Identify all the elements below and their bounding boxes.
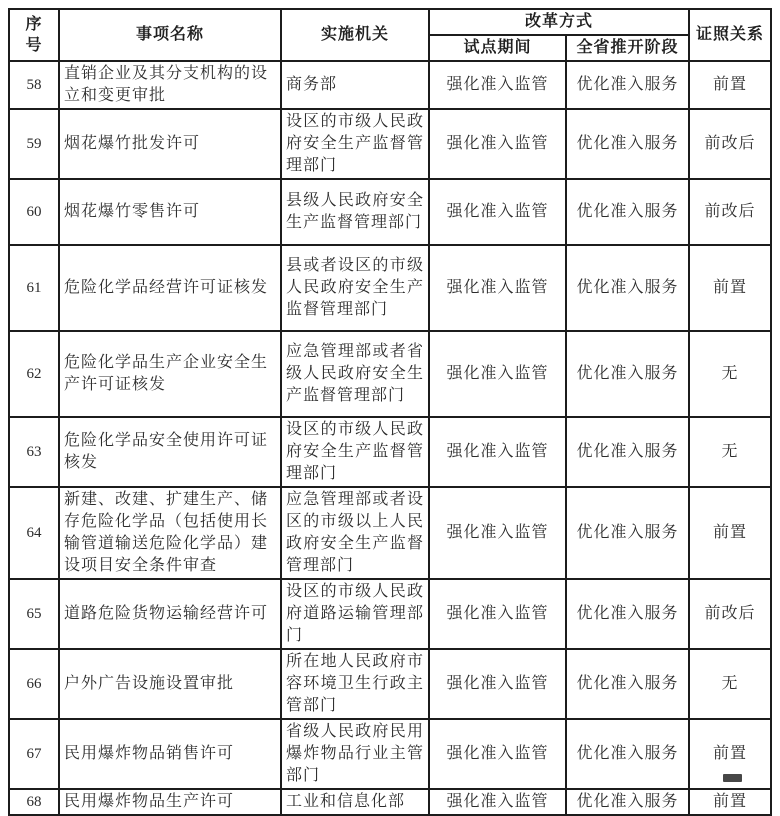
cell-serial: 61 [9, 245, 59, 331]
header-agency: 实施机关 [281, 9, 429, 61]
cell-agency: 工业和信息化部 [281, 789, 429, 815]
cell-item-name: 危险化学品经营许可证核发 [59, 245, 281, 331]
cell-pilot: 强化准入监管 [429, 719, 566, 789]
cell-agency: 设区的市级人民政府安全生产监督管理部门 [281, 109, 429, 179]
cell-province: 优化准入服务 [566, 245, 689, 331]
table-row [9, 245, 771, 331]
scan-ink-smudge [723, 774, 742, 782]
cell-item-name: 直销企业及其分支机构的设立和变更审批 [59, 61, 281, 109]
cell-pilot: 强化准入监管 [429, 579, 566, 649]
table-row [9, 649, 771, 719]
cell-license: 前改后 [689, 579, 771, 649]
cell-province: 优化准入服务 [566, 789, 689, 815]
cell-item-name: 道路危险货物运输经营许可 [59, 579, 281, 649]
cell-agency: 所在地人民政府市容环境卫生行政主管部门 [281, 649, 429, 719]
table-row [9, 179, 771, 245]
cell-license: 无 [689, 331, 771, 417]
cell-license: 前置 [689, 245, 771, 331]
header-item-name: 事项名称 [59, 9, 281, 61]
header-province-stage: 全省推开阶段 [566, 35, 689, 61]
cell-pilot: 强化准入监管 [429, 179, 566, 245]
table-row [9, 487, 771, 579]
table-row [9, 331, 771, 417]
table-row [9, 719, 771, 789]
cell-serial: 67 [9, 719, 59, 789]
cell-serial: 66 [9, 649, 59, 719]
cell-pilot: 强化准入监管 [429, 417, 566, 487]
cell-pilot: 强化准入监管 [429, 331, 566, 417]
cell-pilot: 强化准入监管 [429, 789, 566, 815]
cell-pilot: 强化准入监管 [429, 109, 566, 179]
header-row-1 [9, 9, 771, 35]
cell-agency: 设区的市级人民政府安全生产监督管理部门 [281, 417, 429, 487]
cell-pilot: 强化准入监管 [429, 649, 566, 719]
cell-agency: 省级人民政府民用爆炸物品行业主管部门 [281, 719, 429, 789]
cell-serial: 59 [9, 109, 59, 179]
table-row [9, 579, 771, 649]
cell-serial: 64 [9, 487, 59, 579]
cell-item-name: 烟花爆竹批发许可 [59, 109, 281, 179]
table-row [9, 109, 771, 179]
cell-pilot: 强化准入监管 [429, 245, 566, 331]
cell-agency: 县或者设区的市级人民政府安全生产监督管理部门 [281, 245, 429, 331]
table-row [9, 61, 771, 109]
cell-agency: 商务部 [281, 61, 429, 109]
cell-province: 优化准入服务 [566, 179, 689, 245]
cell-item-name: 民用爆炸物品生产许可 [59, 789, 281, 815]
header-serial-line2: 号 [25, 37, 43, 54]
cell-item-name: 危险化学品生产企业安全生产许可证核发 [59, 331, 281, 417]
cell-province: 优化准入服务 [566, 579, 689, 649]
cell-license: 前置 [689, 487, 771, 579]
table-row [9, 789, 771, 815]
cell-license: 无 [689, 649, 771, 719]
cell-agency: 县级人民政府安全生产监督管理部门 [281, 179, 429, 245]
approval-items-table [8, 8, 772, 816]
cell-license: 前改后 [689, 109, 771, 179]
cell-license: 前置 [689, 61, 771, 109]
header-serial [9, 9, 59, 61]
cell-serial: 65 [9, 579, 59, 649]
header-pilot-period: 试点期间 [429, 35, 566, 61]
cell-pilot: 强化准入监管 [429, 487, 566, 579]
cell-item-name: 户外广告设施设置审批 [59, 649, 281, 719]
cell-province: 优化准入服务 [566, 487, 689, 579]
cell-province: 优化准入服务 [566, 61, 689, 109]
cell-serial: 58 [9, 61, 59, 109]
cell-province: 优化准入服务 [566, 331, 689, 417]
cell-agency: 应急管理部或者设区的市级以上人民政府安全生产监督管理部门 [281, 487, 429, 579]
cell-serial: 60 [9, 179, 59, 245]
cell-license: 前改后 [689, 179, 771, 245]
cell-serial: 62 [9, 331, 59, 417]
cell-license: 前置 [689, 719, 771, 789]
cell-license: 前置 [689, 789, 771, 815]
cell-item-name: 民用爆炸物品销售许可 [59, 719, 281, 789]
cell-pilot: 强化准入监管 [429, 61, 566, 109]
cell-agency: 应急管理部或者省级人民政府安全生产监督管理部门 [281, 331, 429, 417]
cell-serial: 63 [9, 417, 59, 487]
cell-province: 优化准入服务 [566, 417, 689, 487]
table-row [9, 417, 771, 487]
cell-item-name: 烟花爆竹零售许可 [59, 179, 281, 245]
cell-serial: 68 [9, 789, 59, 815]
header-license-relation: 证照关系 [689, 9, 771, 61]
cell-license: 无 [689, 417, 771, 487]
cell-province: 优化准入服务 [566, 719, 689, 789]
cell-item-name: 新建、改建、扩建生产、储存危险化学品（包括使用长输管道输送危险化学品）建设项目安全条件审查 [59, 487, 281, 579]
header-reform-method: 改革方式 [429, 9, 689, 35]
cell-province: 优化准入服务 [566, 649, 689, 719]
cell-province: 优化准入服务 [566, 109, 689, 179]
cell-item-name: 危险化学品安全使用许可证核发 [59, 417, 281, 487]
cell-agency: 设区的市级人民政府道路运输管理部门 [281, 579, 429, 649]
header-serial-line1: 序 [25, 16, 43, 33]
